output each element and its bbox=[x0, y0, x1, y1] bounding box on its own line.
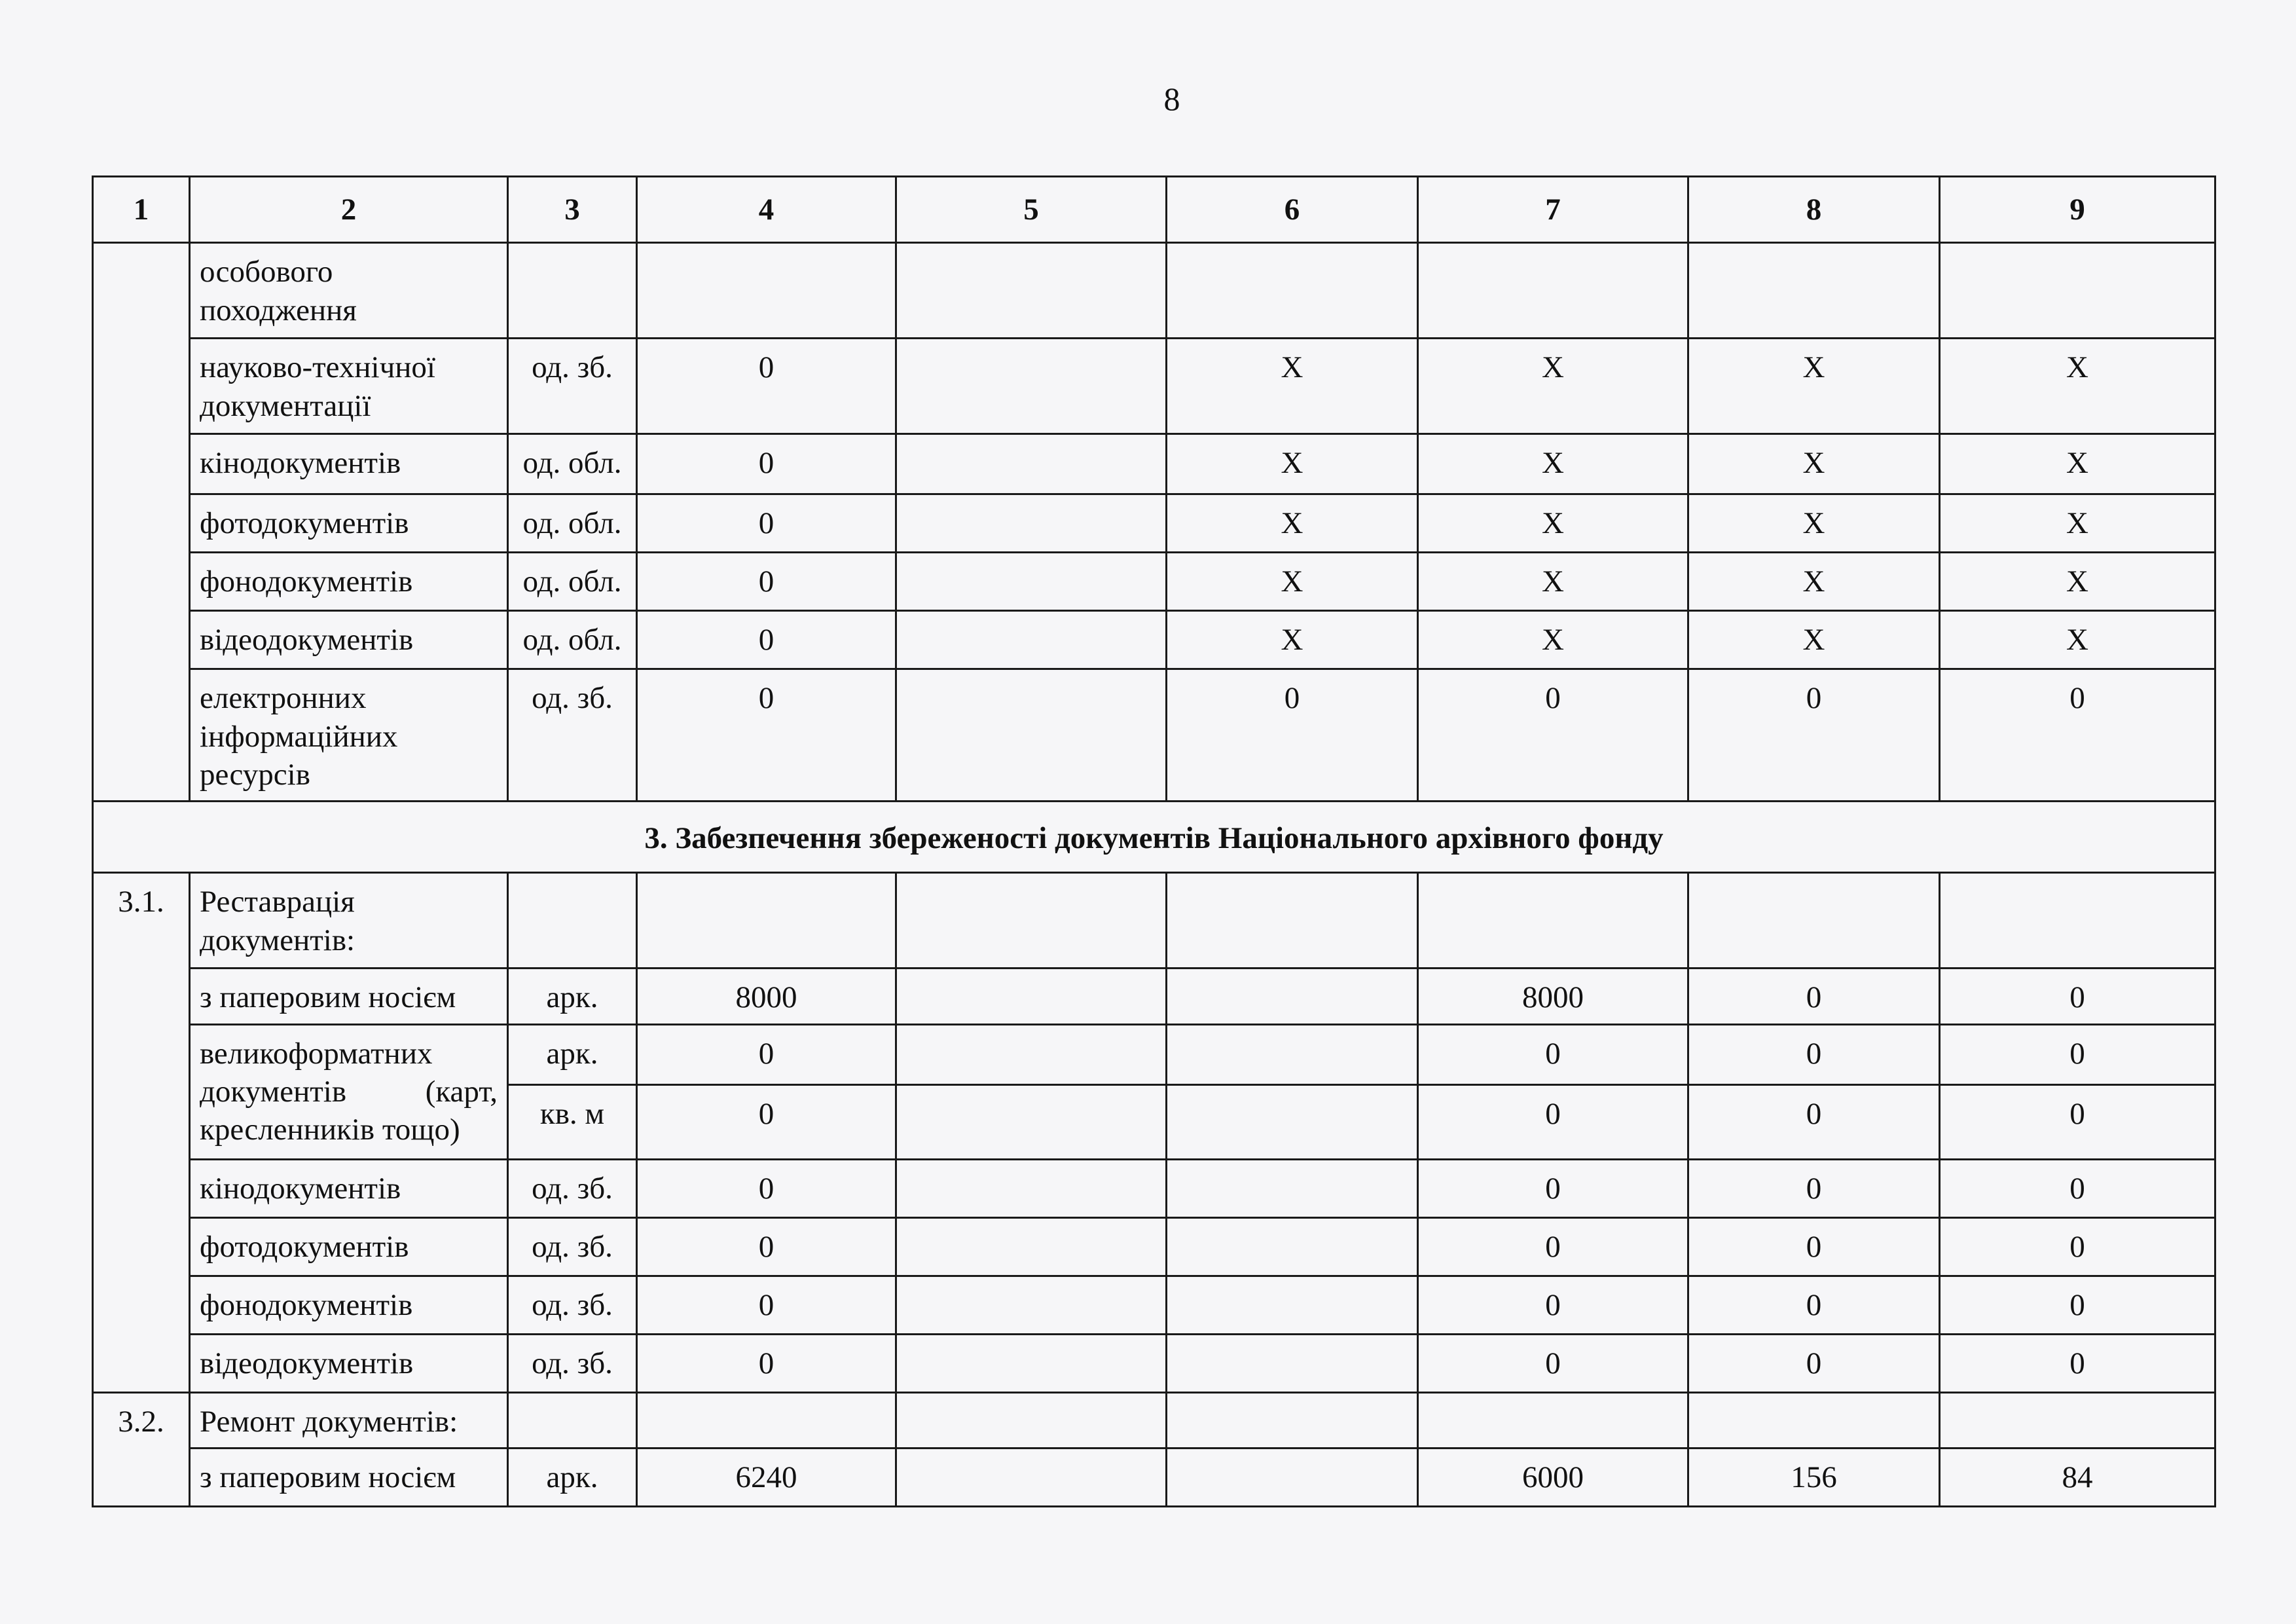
section-title-row bbox=[93, 802, 2215, 873]
table-row bbox=[93, 1392, 2215, 1448]
value-cell: 0 bbox=[1688, 1084, 1940, 1159]
value-cell: 0 bbox=[637, 1334, 896, 1392]
table-row bbox=[93, 494, 2215, 553]
row-name: фонодокументів bbox=[190, 553, 508, 611]
value-cell: 0 bbox=[1418, 1217, 1688, 1276]
header-cell: 5 bbox=[896, 177, 1167, 243]
table-row bbox=[93, 1448, 2215, 1506]
value-cell bbox=[896, 339, 1167, 434]
unit-cell: од. зб. bbox=[508, 669, 637, 802]
value-cell bbox=[637, 243, 896, 339]
value-cell bbox=[896, 1276, 1167, 1334]
table-row bbox=[93, 1159, 2215, 1217]
value-cell bbox=[1418, 243, 1688, 339]
table-row bbox=[93, 969, 2215, 1024]
value-cell bbox=[1167, 873, 1418, 969]
value-cell: Х bbox=[1940, 553, 2215, 611]
value-cell bbox=[896, 969, 1167, 1024]
value-cell: 0 bbox=[1940, 1084, 2215, 1159]
number-cell: 3.2. bbox=[93, 1392, 190, 1506]
value-cell: Х bbox=[1167, 434, 1418, 494]
value-cell bbox=[1167, 969, 1418, 1024]
value-cell: Х bbox=[1418, 434, 1688, 494]
value-cell: 0 bbox=[637, 553, 896, 611]
value-cell: 0 bbox=[1418, 1276, 1688, 1334]
row-name: фонодокументів bbox=[190, 1276, 508, 1334]
value-cell: Х bbox=[1418, 339, 1688, 434]
value-cell: Х bbox=[1688, 553, 1940, 611]
value-cell: 0 bbox=[1940, 1334, 2215, 1392]
row-name: великоформатних документів (карт, кресленників тощо) bbox=[190, 1024, 508, 1159]
table-row bbox=[93, 434, 2215, 494]
value-cell bbox=[1688, 1392, 1940, 1448]
value-cell: 0 bbox=[1688, 1217, 1940, 1276]
row-name: Ремонт документів: bbox=[190, 1392, 508, 1448]
value-cell: 8000 bbox=[1418, 969, 1688, 1024]
value-cell: 0 bbox=[1688, 1024, 1940, 1084]
row-name: з паперовим носієм bbox=[190, 969, 508, 1024]
value-cell bbox=[896, 1159, 1167, 1217]
row-name: з паперовим носієм bbox=[190, 1448, 508, 1506]
table-row bbox=[93, 1024, 2215, 1084]
report-table bbox=[92, 175, 2216, 1507]
value-cell: 0 bbox=[637, 434, 896, 494]
unit-cell: арк. bbox=[508, 1448, 637, 1506]
value-cell bbox=[896, 1024, 1167, 1084]
value-cell: 6000 bbox=[1418, 1448, 1688, 1506]
value-cell bbox=[896, 611, 1167, 669]
row-name: особового походження bbox=[190, 243, 508, 339]
header-cell: 4 bbox=[637, 177, 896, 243]
value-cell: 0 bbox=[637, 1084, 896, 1159]
unit-cell bbox=[508, 873, 637, 969]
value-cell: Х bbox=[1418, 494, 1688, 553]
value-cell bbox=[1167, 1159, 1418, 1217]
value-cell: 0 bbox=[1940, 1159, 2215, 1217]
value-cell: 0 bbox=[1940, 1217, 2215, 1276]
value-cell: Х bbox=[1418, 553, 1688, 611]
value-cell bbox=[1418, 1392, 1688, 1448]
header-cell: 8 bbox=[1688, 177, 1940, 243]
value-cell: 8000 bbox=[637, 969, 896, 1024]
header-cell: 9 bbox=[1940, 177, 2215, 243]
header-cell: 2 bbox=[190, 177, 508, 243]
value-cell: 0 bbox=[637, 494, 896, 553]
value-cell: Х bbox=[1940, 494, 2215, 553]
value-cell bbox=[1167, 1084, 1418, 1159]
value-cell bbox=[896, 873, 1167, 969]
value-cell bbox=[896, 669, 1167, 802]
unit-cell: од. обл. bbox=[508, 494, 637, 553]
value-cell: Х bbox=[1167, 494, 1418, 553]
value-cell: 0 bbox=[1418, 1084, 1688, 1159]
value-cell: 0 bbox=[1418, 1159, 1688, 1217]
value-cell: 0 bbox=[637, 1276, 896, 1334]
row-name: електронних інформаційних ресурсів bbox=[190, 669, 508, 802]
unit-cell: од. обл. bbox=[508, 553, 637, 611]
row-name: науково-технічної документації bbox=[190, 339, 508, 434]
value-cell: 0 bbox=[637, 1159, 896, 1217]
value-cell: 0 bbox=[1418, 669, 1688, 802]
unit-cell: од. зб. bbox=[508, 339, 637, 434]
value-cell: 0 bbox=[1940, 1024, 2215, 1084]
value-cell: Х bbox=[1167, 339, 1418, 434]
row-name: Реставрація документів: bbox=[190, 873, 508, 969]
unit-cell: од. обл. bbox=[508, 434, 637, 494]
value-cell bbox=[1940, 873, 2215, 969]
table-row bbox=[93, 873, 2215, 969]
page-number: 8 bbox=[1163, 81, 1180, 117]
value-cell: Х bbox=[1418, 611, 1688, 669]
value-cell bbox=[637, 1392, 896, 1448]
table-row bbox=[93, 553, 2215, 611]
unit-cell: кв. м bbox=[508, 1084, 637, 1159]
unit-cell: од. обл. bbox=[508, 611, 637, 669]
value-cell: 0 bbox=[637, 669, 896, 802]
value-cell: Х bbox=[1688, 611, 1940, 669]
value-cell bbox=[637, 873, 896, 969]
row-name: кінодокументів bbox=[190, 1159, 508, 1217]
row-name: відеодокументів bbox=[190, 1334, 508, 1392]
value-cell bbox=[1940, 1392, 2215, 1448]
row-name: фотодокументів bbox=[190, 494, 508, 553]
header-cell: 6 bbox=[1167, 177, 1418, 243]
unit-cell bbox=[508, 1392, 637, 1448]
unit-cell: од. зб. bbox=[508, 1334, 637, 1392]
value-cell bbox=[1167, 1392, 1418, 1448]
value-cell bbox=[1940, 243, 2215, 339]
table-row bbox=[93, 1276, 2215, 1334]
value-cell bbox=[896, 494, 1167, 553]
unit-cell: од. зб. bbox=[508, 1159, 637, 1217]
value-cell bbox=[896, 553, 1167, 611]
row-name: відеодокументів bbox=[190, 611, 508, 669]
value-cell: 0 bbox=[1688, 1159, 1940, 1217]
table-row bbox=[93, 243, 2215, 339]
table-row bbox=[93, 1217, 2215, 1276]
value-cell: 0 bbox=[1940, 1276, 2215, 1334]
value-cell bbox=[896, 1084, 1167, 1159]
value-cell: 84 bbox=[1940, 1448, 2215, 1506]
unit-cell: арк. bbox=[508, 969, 637, 1024]
value-cell: Х bbox=[1940, 611, 2215, 669]
value-cell: 0 bbox=[1688, 1276, 1940, 1334]
value-cell: 0 bbox=[1940, 669, 2215, 802]
value-cell bbox=[1167, 1448, 1418, 1506]
value-cell bbox=[1167, 1024, 1418, 1084]
value-cell bbox=[1167, 1276, 1418, 1334]
value-cell: Х bbox=[1688, 434, 1940, 494]
value-cell: 0 bbox=[637, 339, 896, 434]
value-cell bbox=[896, 1334, 1167, 1392]
value-cell: Х bbox=[1940, 339, 2215, 434]
value-cell: 0 bbox=[1418, 1024, 1688, 1084]
header-cell: 7 bbox=[1418, 177, 1688, 243]
value-cell: 0 bbox=[1688, 1334, 1940, 1392]
table-row bbox=[93, 339, 2215, 434]
value-cell bbox=[1167, 1217, 1418, 1276]
value-cell: 0 bbox=[637, 611, 896, 669]
value-cell: 0 bbox=[1940, 969, 2215, 1024]
unit-cell bbox=[508, 243, 637, 339]
unit-cell: од. зб. bbox=[508, 1217, 637, 1276]
table-row bbox=[93, 611, 2215, 669]
value-cell: 0 bbox=[1418, 1334, 1688, 1392]
value-cell: Х bbox=[1167, 553, 1418, 611]
unit-cell: од. зб. bbox=[508, 1276, 637, 1334]
section-title: 3. Забезпечення збереженості документів Національного архівного фонду bbox=[93, 802, 2215, 873]
value-cell: 0 bbox=[1688, 969, 1940, 1024]
value-cell bbox=[1167, 1334, 1418, 1392]
value-cell: 6240 bbox=[637, 1448, 896, 1506]
value-cell: Х bbox=[1688, 494, 1940, 553]
value-cell bbox=[1688, 243, 1940, 339]
table-row bbox=[93, 1334, 2215, 1392]
value-cell: 0 bbox=[1688, 669, 1940, 802]
unit-cell: арк. bbox=[508, 1024, 637, 1084]
row-name: фотодокументів bbox=[190, 1217, 508, 1276]
value-cell: 0 bbox=[637, 1024, 896, 1084]
value-cell: Х bbox=[1167, 611, 1418, 669]
value-cell: Х bbox=[1688, 339, 1940, 434]
value-cell bbox=[1418, 873, 1688, 969]
header-cell: 3 bbox=[508, 177, 637, 243]
value-cell bbox=[1167, 243, 1418, 339]
value-cell bbox=[896, 1392, 1167, 1448]
value-cell: 0 bbox=[1167, 669, 1418, 802]
value-cell bbox=[896, 1217, 1167, 1276]
header-cell: 1 bbox=[93, 177, 190, 243]
value-cell bbox=[896, 1448, 1167, 1506]
value-cell: 156 bbox=[1688, 1448, 1940, 1506]
value-cell bbox=[1688, 873, 1940, 969]
value-cell bbox=[896, 434, 1167, 494]
table-row bbox=[93, 669, 2215, 802]
value-cell bbox=[896, 243, 1167, 339]
header-row bbox=[93, 177, 2215, 243]
value-cell: Х bbox=[1940, 434, 2215, 494]
row-name: кінодокументів bbox=[190, 434, 508, 494]
number-cell: 3.1. bbox=[93, 873, 190, 1392]
value-cell: 0 bbox=[637, 1217, 896, 1276]
number-cell bbox=[93, 243, 190, 802]
